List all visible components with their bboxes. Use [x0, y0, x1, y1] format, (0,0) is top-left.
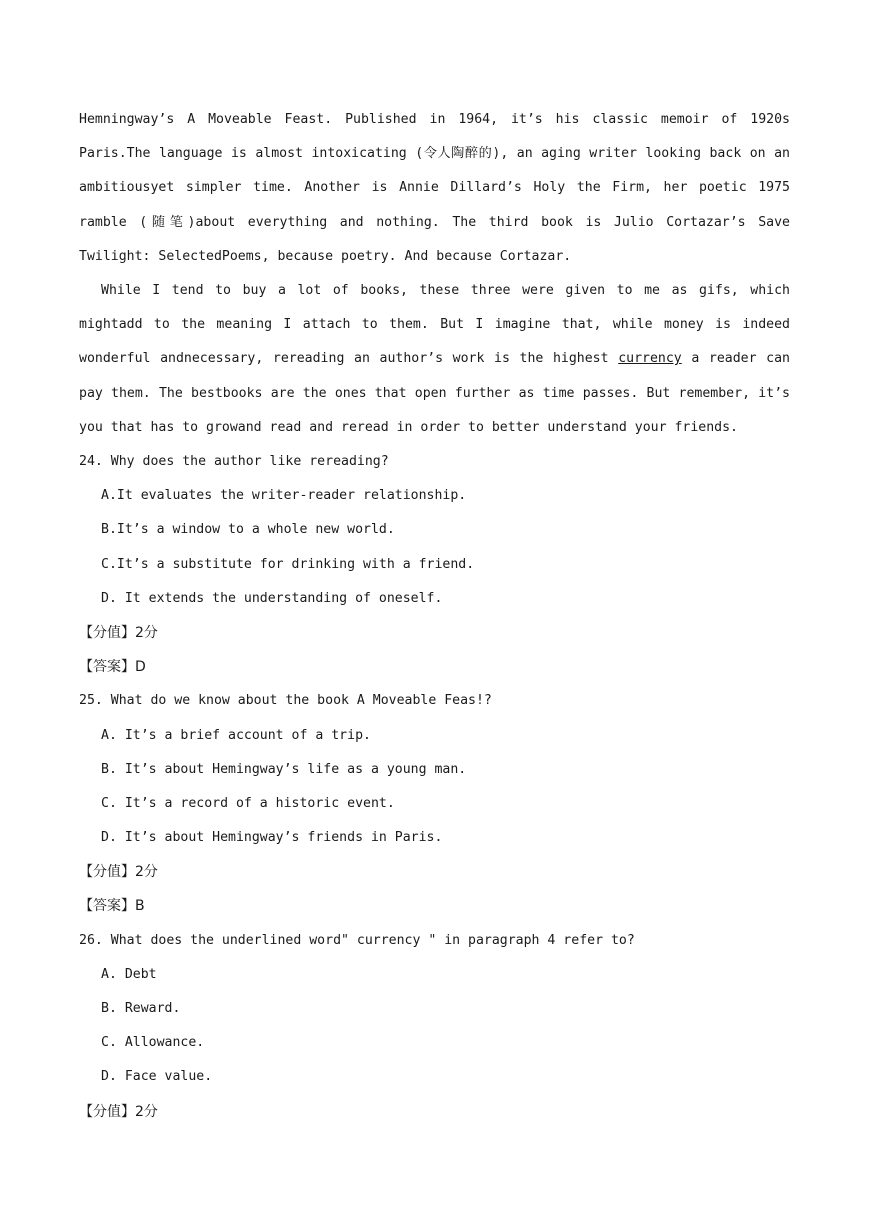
passage-paragraph-1: Hemningway’s A Moveable Feast. Published in 1964, it’s his classic memoir of 1920s Paris.The language is almost intoxicating (令人陶醉的), an aging writer looking back on an ambitiousyet simpler time. Another is Annie Dillard’s Holy the Firm, her poetic 1975 ramble (随笔)about everything and nothing. The third book is Julio Cortazar’s Save Twilight: SelectedPoems, because poetry. And because Cortazar.: [79, 112, 790, 264]
option-c: C. Allowance.: [101, 1035, 205, 1051]
option-b: B. It’s about Hemingway’s life as a young man.: [101, 761, 467, 777]
answer-label: 【答案】B: [79, 898, 145, 915]
option-b: B.It’s a window to a whole new world.: [101, 522, 395, 538]
question-stem: 24. Why does the author like rereading?: [79, 454, 389, 470]
question-stem: 25. What do we know about the book A Moveable Feas!?: [79, 693, 492, 709]
option-d: D. It’s about Hemingway’s friends in Paris.: [101, 830, 443, 846]
paragraph-2-text-after: a reader can pay them. The bestbooks are the ones that open further as time passes. But remember, it’s you that has to growand read and reread in order to better understand your friends.: [79, 351, 790, 435]
question-25: [79, 684, 790, 923]
document-page: [79, 103, 790, 1129]
answer-label: 【答案】D: [79, 659, 146, 676]
option-c: C.It’s a substitute for drinking with a friend.: [101, 556, 475, 572]
option-d: D. It extends the understanding of oneself.: [101, 590, 443, 606]
option-a: A. It’s a brief account of a trip.: [101, 727, 371, 743]
question-24: [79, 445, 790, 684]
option-b: B. Reward.: [101, 1001, 181, 1017]
option-c: C. It’s a record of a historic event.: [101, 795, 395, 811]
option-a: A. Debt: [101, 966, 157, 982]
score-label: 【分值】2分: [79, 864, 158, 881]
score-label: 【分值】2分: [79, 624, 158, 641]
score-label: 【分值】2分: [79, 1103, 158, 1120]
question-26: [79, 924, 790, 1129]
underlined-word-currency: currency: [618, 351, 682, 367]
passage-paragraph-2: [79, 274, 790, 445]
question-stem: 26. What does the underlined word" currency " in paragraph 4 refer to?: [79, 932, 635, 948]
option-a: A.It evaluates the writer-reader relationship.: [101, 488, 467, 504]
paragraph-2-text-before: While I tend to buy a lot of books, these three were given to me as gifs, which mightadd to the meaning I attach to them. But I imagine that, while money is indeed wonderful andnecessary, rereading an author’s work is the highest: [79, 283, 790, 367]
option-d: D. Face value.: [101, 1069, 213, 1085]
